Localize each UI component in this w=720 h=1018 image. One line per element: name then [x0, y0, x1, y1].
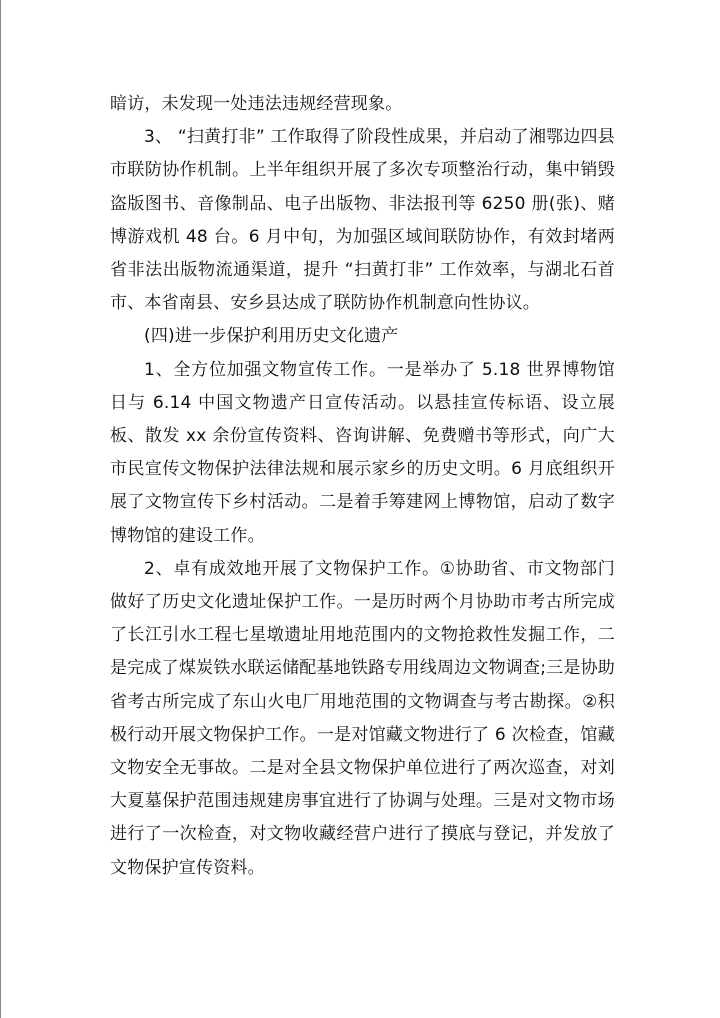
page-left-border	[0, 0, 1, 1018]
paragraph-1: 暗访，未发现一处违法违规经营现象。	[110, 94, 403, 114]
document-body	[110, 88, 615, 885]
paragraph-3: 1、全方位加强文物宣传工作。一是举办了 5.18 世界博物馆日与 6.14 中国文物遗产日宣传活动。以悬挂宣传标语、设立展板、散发 xx 余份宣传资料、咨询讲解、免费赠书等形式，向广大市民宣传文物保护法律法规和展示家乡的历史文明。6 月底组织开展了文物宣传下乡村活动。二是着手筹建网上博物馆，启动了数字博物馆的建设工作。	[110, 359, 615, 546]
paragraph-4: 2、卓有成效地开展了文物保护工作。①协助省、市文物部门做好了历史文化遗址保护工作。一是历时两个月协助市考古所完成了长江引水工程七星墩遗址用地范围内的文物抢救性发掘工作，二是完成了煤炭铁水联运储配基地铁路专用线周边文物调查;三是协助省考古所完成了东山火电厂用地范围的文物调查与考古勘探。②积极行动开展文物保护工作。一是对馆藏文物进行了 6 次检查，馆藏文物安全无事故。二是对全县文物保护单位进行了两次巡查，对刘大夏墓保护范围违规建房事宜进行了协调与处理。三是对文物市场进行了一次检查，对文物收藏经营户进行了摸底与登记，并发放了文物保护宣传资料。	[110, 558, 615, 878]
paragraph-2: 3、 “扫黄打非” 工作取得了阶段性成果，并启动了湘鄂边四县市联防协作机制。上半年组织开展了多次专项整治行动，集中销毁盗版图书、音像制品、电子出版物、非法报刊等 6250 册(张)、赌博游戏机 48 台。6 月中旬，为加强区域间联防协作，有效封堵两省非法出版物流通渠道，提升 “扫黄打非” 工作效率，与湖北石首市、本省南县、安乡县达成了联防协作机制意向性协议。	[110, 127, 615, 314]
section-heading-4: (四)进一步保护利用历史文化遗产	[144, 326, 399, 347]
